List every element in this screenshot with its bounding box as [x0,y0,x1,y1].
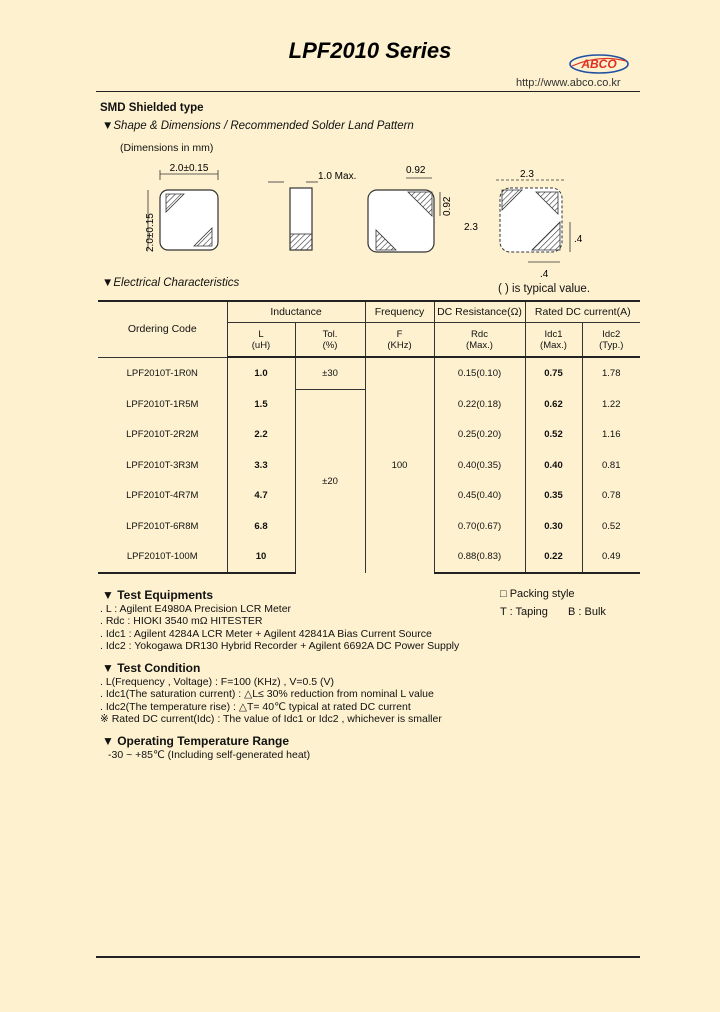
idc2-value: 0.49 [582,542,640,574]
land-side-label: .4 [574,234,583,245]
header-idc2: Idc2 (Typ.) [582,323,640,358]
frequency-value: 100 [365,357,434,573]
dimensions-note: (Dimensions in mm) [120,142,214,154]
shape-heading: ▼Shape & Dimensions / Recommended Solder Land Pattern [102,120,414,132]
operating-temp-heading: ▼ Operating Temperature Range [102,734,290,748]
page-title: LPF2010 Series [288,38,452,63]
test-condition-heading: ▼ Test Condition [102,661,201,675]
electrical-characteristics-table [98,300,640,574]
list-item: . Idc2 : Yokogawa DR130 Hybrid Recorder + Agilent 6692A DC Power Supply [100,640,460,653]
test-equipments-heading: ▼ Test Equipments [102,588,213,602]
idc1-value: 0.30 [525,511,582,542]
idc1-value: 0.22 [525,542,582,574]
header-rated-dc: Rated DC current(A) [525,301,640,323]
idc2-value: 0.52 [602,520,621,532]
land-width-label: 2.3 [520,169,534,180]
header-ordering-code: Ordering Code [98,301,227,357]
idc2-value: 0.81 [602,459,621,471]
header-divider [96,91,640,92]
terminal-height-label: 0.92 [442,196,453,216]
ordering-code: LPF2010T-1R0N [98,357,227,389]
table-row [98,357,640,389]
ordering-code: LPF2010T-1R5M [98,389,227,420]
terminal-width-label: 0.92 [406,165,426,176]
land-pattern-drawing [464,169,583,280]
rdc-value: 0.25(0.20) [434,420,525,451]
test-equipments-list [100,603,472,653]
header-dc-resistance: DC Resistance(Ω) [434,301,525,323]
idc2-value: 1.22 [602,398,621,410]
inductance-value: 2.2 [227,420,295,451]
list-item: . L(Frequency , Voltage) : F=100 (KHz) , V=0.5 (V) [100,676,335,688]
electrical-heading: ▼Electrical Characteristics [102,277,240,289]
land-bottom-label: .4 [540,269,549,280]
rdc-value: 0.40(0.35) [434,450,525,481]
dimension-drawings [96,160,640,280]
thickness-label: 1.0 Max. [318,171,357,182]
rdc-value: 0.88(0.83) [434,542,525,574]
top-view-drawing [145,163,218,252]
inductance-value: 3.3 [227,450,295,481]
rdc-value: 0.15(0.10) [434,357,525,389]
list-item: ※ Rated DC current(Idc) : The value of Idc1 or Idc2 , whichever is smaller [100,713,442,726]
typical-value-note: ( ) is typical value. [498,283,591,295]
idc1-value: 0.75 [525,357,582,389]
footer-divider [96,956,640,958]
header-l: L (uH) [227,323,295,358]
header-inductance: Inductance [227,301,365,323]
land-height-label: 2.3 [464,222,478,233]
tolerance-value: ±20 [295,389,365,573]
abco-logo [568,52,630,76]
list-item: . Idc1(The saturation current) : △L≤ 30% reduction from nominal L value [100,688,434,701]
side-height-label: 2.0±0.15 [145,213,156,252]
packing-heading: □ Packing style [500,588,575,600]
packing-bulk: B : Bulk [568,606,606,618]
header-frequency: Frequency [365,301,434,323]
top-width-label: 2.0±0.15 [169,163,209,174]
inductance-value: 1.5 [227,389,295,420]
header-idc1: Idc1 (Max.) [525,323,582,358]
side-view-drawing [268,171,356,250]
list-item: . Idc2(The temperature rise) : △T= 40℃ typical at rated DC current [100,700,411,713]
logo-text: ABCO [581,57,617,71]
header-f: F (KHz) [365,323,434,358]
idc2-value: 0.78 [602,490,621,502]
inductance-value: 1.0 [227,357,295,389]
idc1-value: 0.52 [525,420,582,451]
rdc-value: 0.70(0.67) [434,511,525,542]
inductance-value: 6.8 [227,511,295,542]
idc1-value: 0.40 [525,450,582,481]
ordering-code: LPF2010T-3R3M [98,450,227,481]
ordering-code: LPF2010T-2R2M [98,420,227,451]
ordering-code: LPF2010T-4R7M [98,481,227,512]
header-tol: Tol. (%) [295,323,365,358]
idc1-value: 0.62 [525,389,582,420]
type-label: SMD Shielded type [100,102,204,114]
operating-temp-value: -30 ~ +85℃ (Including self-generated heat) [108,749,311,761]
list-item: . Idc1 : Agilent 4284A LCR Meter + Agilent 42841A Bias Current Source [100,627,432,640]
inductance-value: 4.7 [227,481,295,512]
list-item: . Rdc : HIOKI 3540 mΩ HITESTER [100,615,263,628]
rdc-value: 0.45(0.40) [434,481,525,512]
rdc-value: 0.22(0.18) [434,389,525,420]
ordering-code: LPF2010T-6R8M [98,511,227,542]
idc2-value: 1.16 [602,429,621,441]
header-rdc: Rdc (Max.) [434,323,525,358]
idc1-value: 0.35 [525,481,582,512]
test-condition-list [100,676,442,726]
idc2-value: 1.78 [602,368,621,379]
list-item: . L : Agilent E4980A Precision LCR Meter [100,603,292,615]
bottom-view-drawing [368,165,453,252]
packing-taping: T : Taping [500,606,548,618]
inductance-value: 10 [227,542,295,574]
website-url: http://www.abco.co.kr [516,77,621,89]
tolerance-value: ±30 [295,357,365,389]
ordering-code: LPF2010T-100M [98,542,227,574]
